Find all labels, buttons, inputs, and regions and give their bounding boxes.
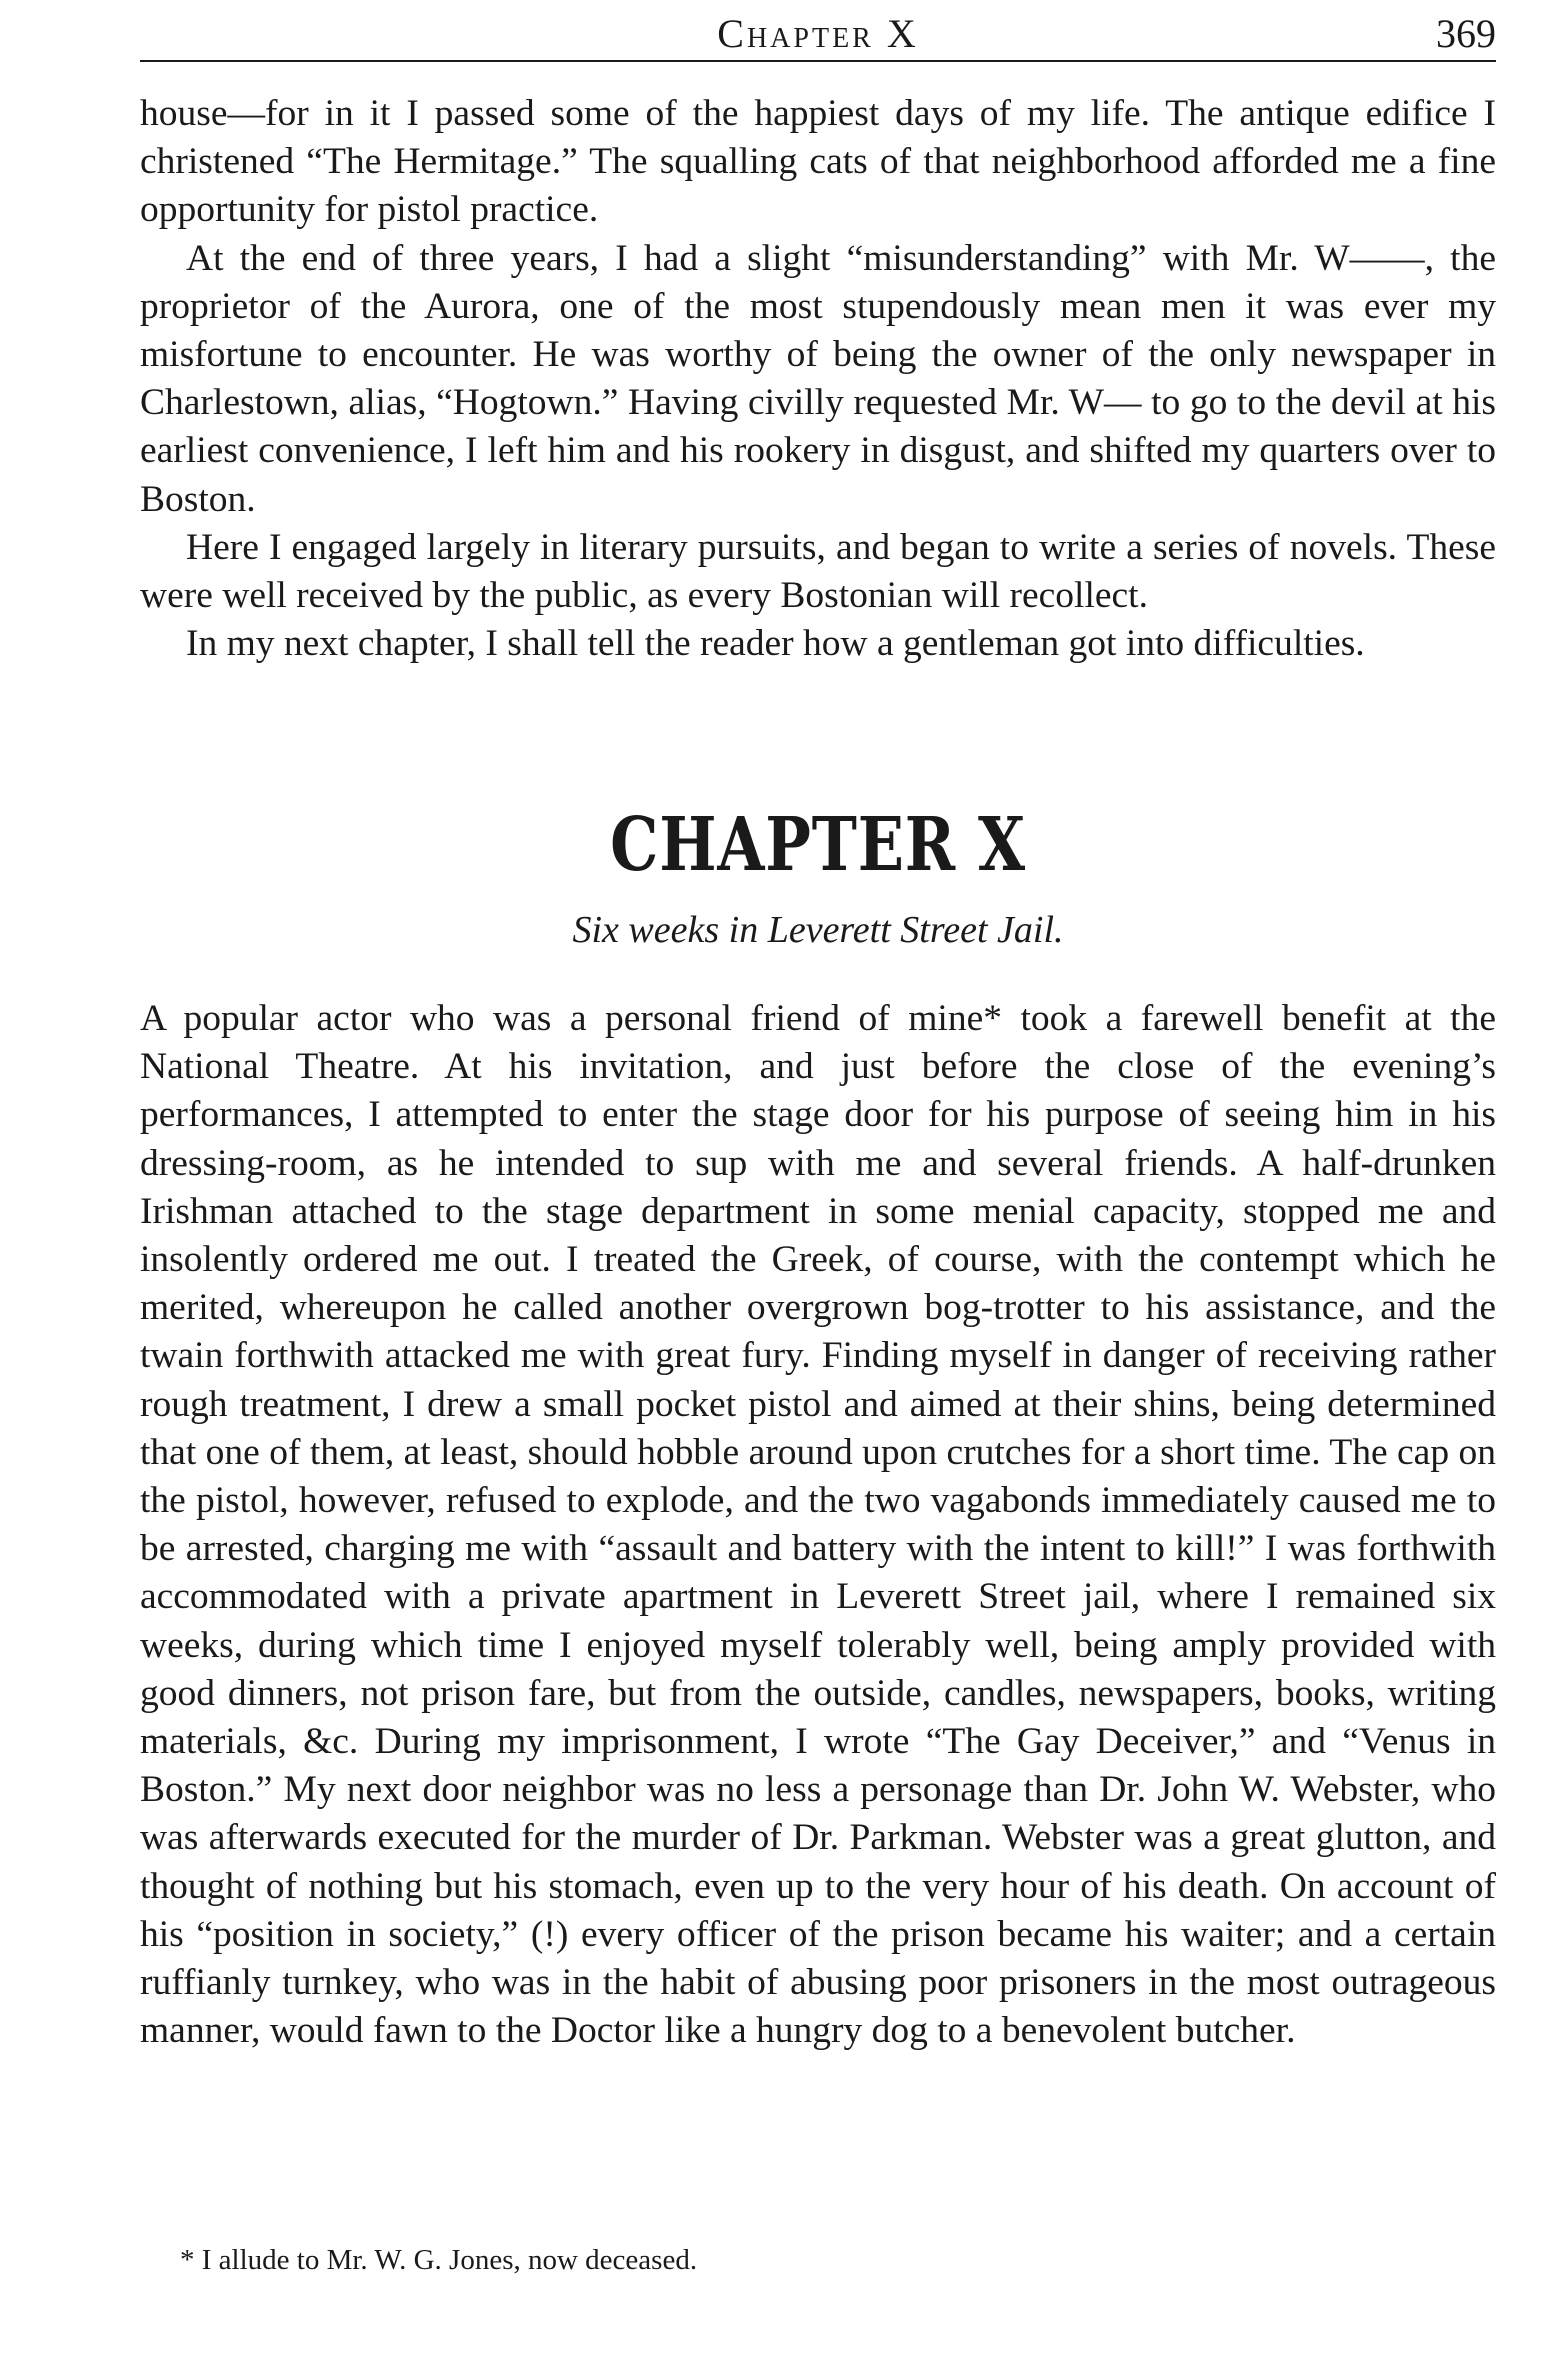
paragraph: A popular actor who was a personal friend of mine* took a farewell benefit at the National Theatre. At his invitation, and just before the close of the evening’s performances, I attempted to enter the stage door for his purpose of seeing him in his dressing-room, as he intended to sup with me and several friends. A half-drunken Irishman attached to the stage department in some menial capacity, stopped me and insolently ordered me out. I treated the Greek, of course, with the contempt which he merited, whereupon he called another overgrown bog-trotter to his assistance, and the twain forthwith attacked me with great fury. Finding myself in danger of receiving rather rough treatment, I drew a small pocket pistol and aimed at their shins, being determined that one of them, at least, should hobble around upon crutches for a short time. The cap on the pistol, however, refused to explode, and the two vagabonds immediately caused me to be arrested, charging me with “assault and battery with the intent to kill!” I was forthwith accommodated with a private apartment in Leverett Street jail, where I remained six weeks, during which time I enjoyed myself tolerably well, being amply provided with good dinners, not prison fare, but from the outside, candles, newspapers, books, writing materials, &c. During my imprisonment, I wrote “The Gay Deceiver,” and “Venus in Boston.” My next door neighbor was no less a personage than Dr. John W. Webster, who was afterwards executed for the murder of Dr. Parkman. Webster was a great glutton, and thought of nothing but his stomach, even up to the very hour of his death. On account of his “position in society,” (!) every officer of the prison became his waiter; and a certain ruffianly turnkey, who was in the habit of abusing poor prisoners in the most outrageous manner, would fawn to the Doctor like a hungry dog to a benevolent butcher.: [140, 998, 1496, 2052]
chapter-body: [140, 995, 1496, 2055]
chapter-title: CHAPTER X: [610, 802, 1026, 888]
paragraph: Here I engaged largely in literary pursuits, and began to write a series of novels. These were well received by the public, as every Bostonian will recollect.: [140, 526, 1496, 617]
paragraph-continuation: house—for in it I passed some of the happiest days of my life. The antique edifice I christened “The Hermitage.” The squalling cats of that neighborhood afforded me a fine opportunity for pistol practice.: [140, 93, 1496, 231]
paragraph: At the end of three years, I had a slight “misunderstanding” with Mr. W——, the proprietor of the Aurora, one of the most stupendously mean men it was ever my misfortune to encounter. He was worthy of being the owner of the only newspaper in Charlestown, alias, “Hogtown.” Having civilly requested Mr. W— to go to the devil at his earliest convenience, I left him and his rookery in disgust, and shifted my quarters over to Boston.: [140, 237, 1496, 520]
page-number: 369: [1436, 11, 1496, 56]
running-head: [140, 10, 1496, 62]
footnote: * I allude to Mr. W. G. Jones, now deceased.: [180, 2244, 698, 2276]
previous-chapter-ending: [140, 90, 1496, 668]
chapter-subtitle: Six weeks in Leverett Street Jail.: [572, 909, 1064, 951]
running-title: Chapter X: [717, 11, 919, 56]
paragraph: In my next chapter, I shall tell the reader how a gentleman got into difficulties.: [186, 623, 1365, 665]
book-page: [140, 0, 1496, 2353]
